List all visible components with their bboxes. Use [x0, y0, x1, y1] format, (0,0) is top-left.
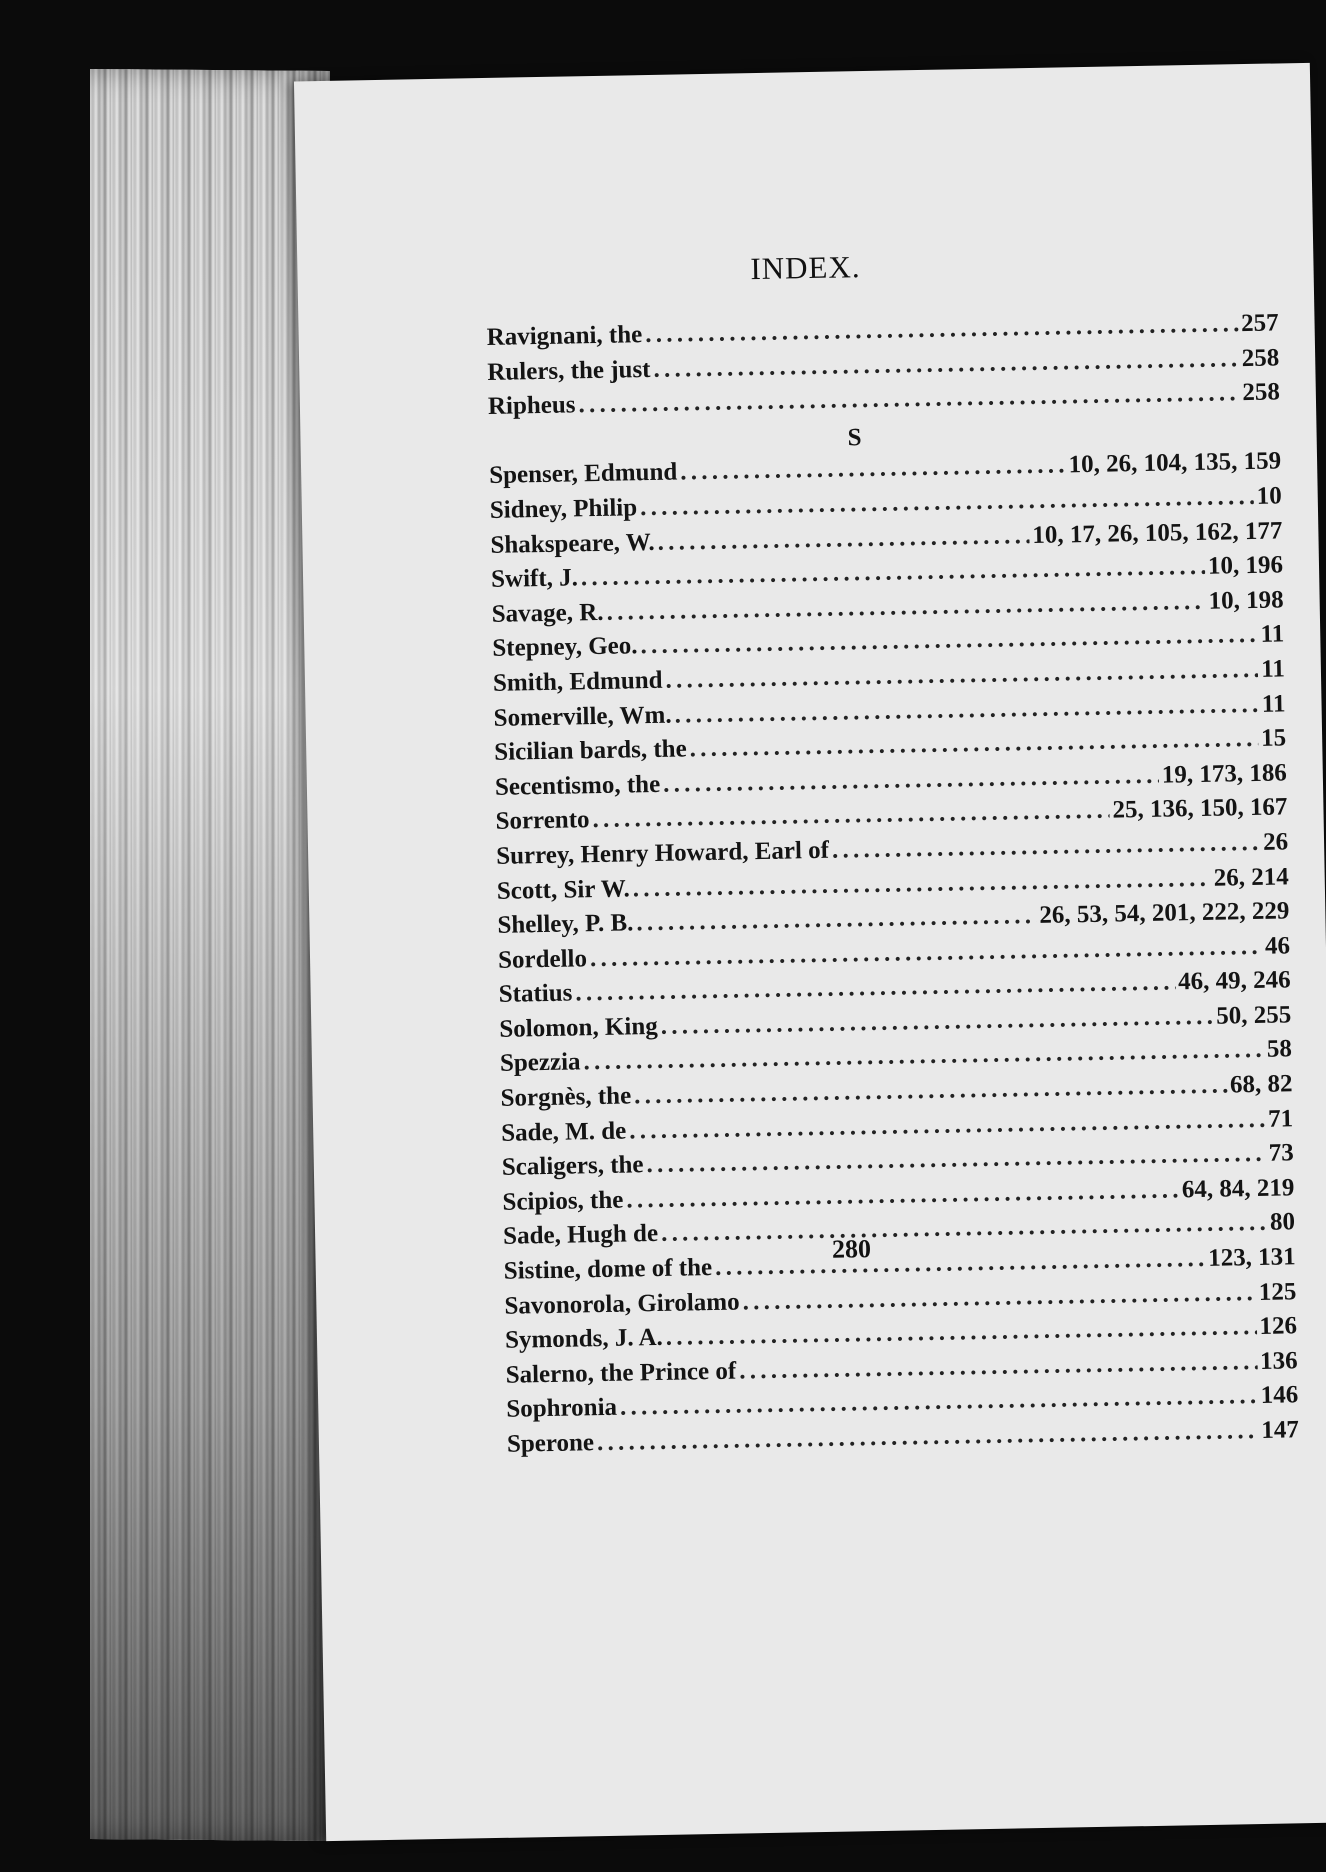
index-entry-pages: 258: [1241, 344, 1280, 372]
index-entry-pages: 126: [1259, 1312, 1298, 1341]
index-entry-name: Sicilian bards, the: [494, 735, 687, 767]
index-entry-pages: 73: [1268, 1139, 1295, 1168]
index-entry-name: Scaligers, the: [501, 1151, 644, 1182]
index-entry-pages: 26: [1262, 828, 1289, 856]
index-entry-name: Sorgnès, the: [500, 1082, 632, 1112]
index-entry-name: Swift, J.: [490, 564, 579, 594]
index-entry-name: Symonds, J. A.: [504, 1324, 663, 1355]
index-entry-pages: 46: [1264, 932, 1291, 960]
index-entry-pages: 46, 49, 246: [1177, 966, 1291, 996]
index-entry-name: Scipios, the: [502, 1186, 624, 1216]
index-entry-pages: 26, 53, 54, 201, 222, 229: [1039, 897, 1290, 930]
index-entry-pages: 10, 196: [1207, 551, 1284, 580]
index-entry-name: Scott, Sir W.: [496, 874, 630, 905]
index-entry-pages: 11: [1261, 689, 1286, 718]
index-entry-name: Statius: [498, 979, 573, 1009]
dot-leader: [680, 452, 1066, 487]
index-entry-pages: 123, 131: [1207, 1243, 1296, 1272]
dot-leader: [645, 310, 1238, 349]
index-entry-name: Sophronia: [506, 1394, 618, 1424]
index-entry-pages: 258: [1242, 378, 1281, 407]
index-entry-name: Somerville, Wm.: [493, 701, 672, 732]
index-entry-pages: 147: [1261, 1416, 1300, 1444]
index-entry-pages: 10, 26, 104, 135, 159: [1068, 447, 1282, 479]
index-entry-name: Salerno, the Prince of: [505, 1357, 737, 1389]
index-entry-name: Sade, M. de: [501, 1117, 627, 1147]
index-entry-pages: 80: [1269, 1208, 1296, 1237]
index-entry-name: Sperone: [506, 1429, 595, 1458]
index-entry-name: Ravignani, the: [486, 321, 643, 351]
index-entry-name: Sordello: [497, 944, 588, 974]
index-entry-name: Surrey, Henry Howard, Earl of: [495, 836, 830, 870]
index-entry-name: Sorrento: [495, 806, 590, 836]
index-entry-name: Spenser, Edmund: [488, 458, 678, 490]
index-entry-name: Secentismo, the: [494, 770, 661, 801]
index-entry-pages: 136: [1259, 1347, 1298, 1375]
index-entry-name: Spezzia: [499, 1048, 581, 1078]
index-entry-name: Shelley, P. B.: [497, 909, 634, 939]
book-page: [294, 63, 1326, 1841]
index-entry-pages: 58: [1266, 1035, 1293, 1064]
page-title: INDEX.: [750, 249, 861, 287]
index-entry-name: Ripheus: [487, 391, 576, 421]
index-entry-pages: 71: [1267, 1104, 1294, 1133]
index-entry-pages: 146: [1260, 1381, 1299, 1410]
index-entry-pages: 26, 214: [1213, 862, 1289, 892]
index-entry-pages: 64, 84, 219: [1181, 1174, 1295, 1204]
index-entry-name: Sidney, Philip: [489, 494, 638, 524]
section-letter: S: [847, 423, 862, 452]
page-number: 280: [831, 1234, 872, 1264]
index-entry-pages: 125: [1258, 1277, 1297, 1306]
index-entry-name: Sistine, dome of the: [503, 1254, 713, 1285]
index-entry-pages: 68, 82: [1229, 1070, 1293, 1099]
index-list: [486, 309, 1299, 1465]
index-entry-name: Sade, Hugh de: [502, 1220, 659, 1251]
index-entry-pages: 19, 173, 186: [1161, 759, 1288, 789]
index-entry-pages: 50, 255: [1215, 1001, 1292, 1030]
index-entry-pages: 11: [1260, 620, 1285, 649]
index-entry-pages: 25, 136, 150, 167: [1112, 793, 1288, 824]
index-entry-pages: 257: [1240, 309, 1279, 338]
dot-leader: [636, 902, 1037, 937]
index-entry-pages: 10, 17, 26, 105, 162, 177: [1032, 516, 1283, 549]
index-entry-pages: 15: [1260, 724, 1287, 752]
index-entry-name: Savage, R.: [491, 598, 604, 628]
index-entry-name: Savonorola, Girolamo: [504, 1288, 740, 1320]
index-entry-name: Smith, Edmund: [492, 666, 663, 697]
index-entry-name: Shakspeare, W.: [490, 528, 655, 559]
index-entry-name: Rulers, the just: [487, 355, 651, 386]
dot-leader: [657, 522, 1029, 557]
index-entry-pages: 10: [1256, 482, 1282, 510]
index-entry-pages: 11: [1261, 655, 1286, 683]
index-entry-name: Solomon, King: [499, 1012, 658, 1043]
book-page-edges: [90, 69, 330, 1841]
index-entry-name: Stepney, Geo.: [492, 632, 638, 663]
index-entry-pages: 10, 198: [1208, 586, 1284, 615]
